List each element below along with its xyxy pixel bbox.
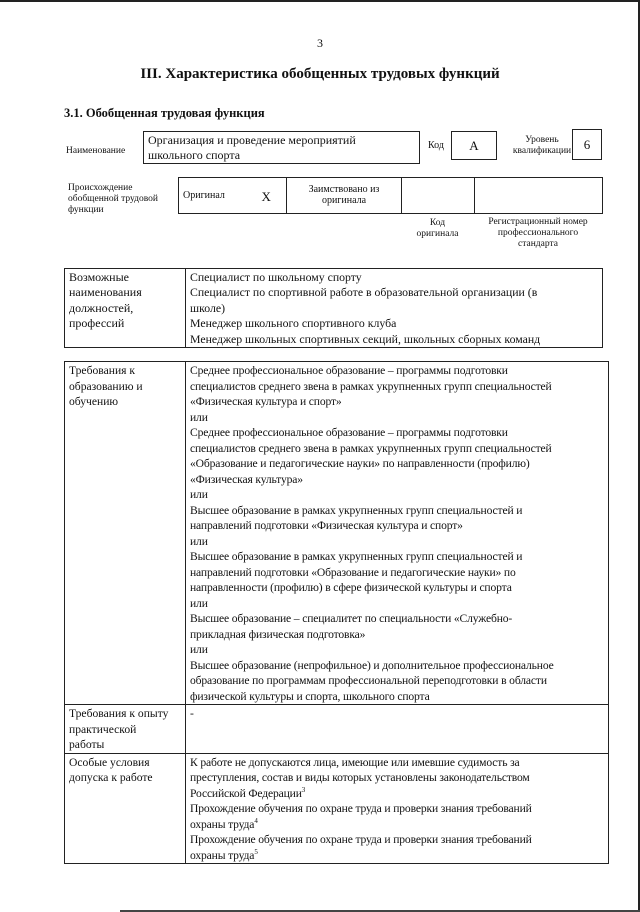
education-line: прикладная физическая подготовка»	[190, 627, 366, 641]
positions-label-line: должностей,	[69, 300, 134, 315]
education-row	[65, 362, 609, 705]
positions-label-line: наименования	[69, 285, 142, 300]
position-line: школе)	[190, 300, 226, 315]
education-line: Среднее профессиональное образование – программы подготовки	[190, 426, 508, 439]
footnote-ref[interactable]: 3	[301, 785, 306, 794]
footnote-ref[interactable]: 5	[254, 847, 258, 856]
position-line: Менеджер школьных спортивных секций, школьных сборных команд	[190, 331, 541, 346]
positions-label-line: Возможные	[69, 270, 129, 284]
education-line: Высшее образование (непрофильное) и дополнительное профессиональное	[190, 658, 554, 672]
experience-label-line: работы	[69, 738, 105, 751]
education-line: Среднее профессиональное образование – программы подготовки	[190, 364, 508, 377]
education-line: Высшее образование в рамках укрупненных групп специальностей и	[190, 550, 523, 563]
positions-label-line: профессий	[69, 316, 125, 331]
reg-number-cell	[475, 178, 603, 214]
reg-caption-line2: профессионального	[497, 228, 579, 238]
education-line: «Физическая культура и спорт»	[190, 395, 342, 408]
position-line: Менеджер школьного спортивного клуба	[190, 316, 397, 331]
admission-line: Прохождение обучения по охране труда и проверки знания требований	[190, 833, 532, 846]
admission-line: Прохождение обучения по охране труда и проверки знания требований	[190, 802, 532, 815]
positions-value	[186, 269, 603, 348]
name-value-box	[143, 131, 420, 164]
borrowed-line2: оригинала	[321, 195, 367, 206]
education-line: направленности (профилю) в сфере физической культуры и спорта	[190, 581, 512, 594]
code-caption-line1: Код	[429, 218, 446, 228]
education-line: направлений подготовки «Физическая культура и спорт»	[190, 519, 463, 532]
experience-label-line: Требования к опыту	[69, 707, 169, 720]
education-line: направлений подготовки «Образование и педагогические науки» по	[190, 565, 516, 579]
education-line: Высшее образование – специалитет по специальности «Служебно-	[190, 612, 513, 625]
education-line: образование по программам профессиональной переподготовки в области	[190, 674, 547, 687]
education-line: специалистов среднего звена в рамках укрупненных групп специальностей	[190, 379, 552, 393]
original-label: Оригинал	[179, 178, 247, 214]
experience-label-line: практической	[69, 722, 137, 736]
requirements-table	[64, 361, 609, 864]
admission-line: преступления, состав и виды которых установлены законодательством	[190, 771, 530, 784]
education-line: физической культуры и спорта, школьного спорта	[190, 689, 430, 703]
education-line: или	[190, 410, 208, 424]
admission-line: К работе не допускаются лица, имеющие или имевшие судимость за	[190, 755, 520, 769]
name-value-line1: Организация и проведение мероприятий	[148, 133, 356, 147]
code-label: Код	[428, 140, 444, 151]
admission-line	[190, 786, 604, 802]
page-top-edge	[0, 0, 640, 2]
page-number: 3	[317, 36, 323, 50]
code-value: A	[451, 131, 497, 160]
reg-caption-line1: Регистрационный номер	[488, 217, 588, 227]
admission-label-line: Особые условия	[69, 755, 150, 769]
footnote-ref[interactable]: 4	[254, 816, 258, 825]
positions-table	[64, 268, 603, 348]
level-label	[506, 135, 578, 157]
position-line: Специалист по спортивной работе в образовательной организации (в	[190, 285, 538, 300]
borrowed-cell	[287, 178, 402, 214]
admission-line	[190, 817, 604, 833]
code-caption	[401, 218, 474, 240]
experience-value: -	[186, 705, 609, 754]
position-line: Специалист по школьному спорту	[190, 270, 362, 284]
origin-label-line1: Происхождение	[68, 183, 133, 193]
experience-label	[65, 705, 186, 754]
education-line: «Образование и педагогические науки» по направленности (профилю)	[190, 457, 530, 470]
code-caption-line2: оригинала	[416, 229, 459, 239]
education-line: «Физическая культура»	[190, 472, 303, 486]
experience-row	[65, 705, 609, 754]
origin-label	[68, 183, 174, 216]
reg-caption	[474, 217, 602, 250]
level-label-line1: Уровень	[525, 135, 559, 145]
original-code-cell	[402, 178, 475, 214]
positions-label	[65, 269, 186, 348]
education-label	[65, 362, 186, 705]
name-value-line2: школьного спорта	[148, 148, 241, 162]
admission-value	[186, 753, 609, 864]
admission-line-text: охраны труда	[190, 817, 255, 831]
education-line: или	[190, 534, 208, 548]
admission-label-line: допуска к работе	[69, 771, 153, 784]
education-value	[186, 362, 609, 705]
education-line: или	[190, 488, 208, 501]
section-title: III. Характеристика обобщенных трудовых функций	[140, 66, 500, 82]
origin-label-line2: обобщенной трудовой	[68, 194, 158, 204]
education-label-line: обучению	[69, 395, 119, 408]
level-label-line2: квалификации	[512, 146, 572, 156]
admission-row	[65, 753, 609, 864]
reg-caption-line3: стандарта	[518, 239, 558, 249]
education-line: или	[190, 596, 208, 610]
subsection-title: 3.1. Обобщенная трудовая функция	[64, 106, 265, 120]
origin-table	[178, 177, 603, 214]
education-label-line: образованию и	[69, 379, 143, 393]
admission-label	[65, 753, 186, 864]
education-line: или	[190, 643, 208, 656]
admission-line-text: Российской Федерации	[190, 786, 302, 800]
education-line: Высшее образование в рамках укрупненных групп специальностей и	[190, 503, 523, 517]
education-label-line: Требования к	[69, 364, 136, 377]
admission-line	[190, 848, 604, 864]
level-value: 6	[572, 129, 602, 160]
education-line: специалистов среднего звена в рамках укрупненных групп специальностей	[190, 441, 552, 455]
origin-label-line3: функции	[68, 205, 104, 215]
admission-line-text: охраны труда	[190, 848, 255, 862]
name-label: Наименование	[66, 146, 126, 156]
original-mark: X	[247, 178, 287, 214]
borrowed-line1: Заимствовано из	[308, 184, 380, 195]
